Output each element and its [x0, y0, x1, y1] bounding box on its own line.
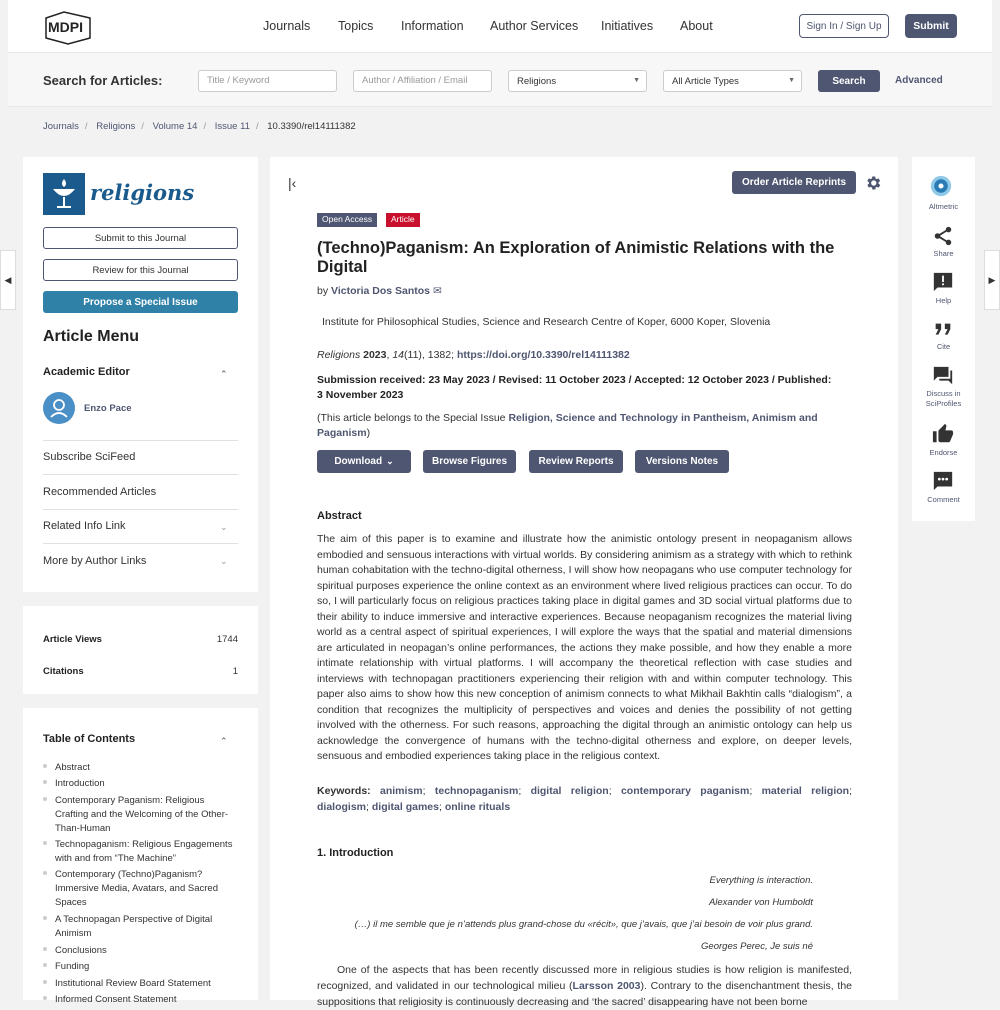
keyword-link[interactable]: technopaganism — [434, 785, 519, 797]
search-button[interactable]: Search — [818, 70, 880, 92]
article-menu-title: Article Menu — [43, 328, 140, 345]
divider — [43, 474, 238, 475]
keyword-link[interactable]: dialogism — [317, 801, 367, 813]
chevron-down-icon[interactable]: ⌄ — [220, 522, 228, 532]
epigraph-quote: (…) il me semble que je n’attends plus grand-chose du «récit», que j’avais, que j’ai besoin de voir plus grand. — [354, 919, 813, 930]
avatar — [43, 392, 75, 424]
bullet — [43, 764, 47, 768]
toc-item-technopagan-perspective[interactable]: A Technopagan Perspective of Digital Animism — [55, 914, 213, 939]
review-reports-button[interactable]: Review Reports — [529, 450, 623, 473]
journal-select[interactable] — [508, 70, 647, 92]
toc-title[interactable]: Table of Contents — [43, 733, 136, 745]
related-info-link[interactable]: Related Info Link — [43, 520, 126, 532]
help-label[interactable]: Help — [935, 296, 952, 305]
chevron-down-icon[interactable]: ⌄ — [220, 556, 228, 566]
cite-icon[interactable] — [932, 320, 954, 342]
toc-item-abstract[interactable]: Abstract — [55, 762, 90, 773]
discuss-icon[interactable] — [932, 365, 954, 387]
introduction-paragraph — [317, 962, 852, 1010]
article-title: (Techno)Paganism: An Exploration of Animistic Relations with the Digital — [317, 239, 835, 276]
toc-item-contemporary-paganism[interactable]: Contemporary Paganism: Religious Crafting and the Welcoming of the Other-Than-Human — [55, 795, 229, 834]
right-edge-tab[interactable] — [984, 250, 1000, 310]
journal-select-value: Religions — [517, 76, 557, 87]
download-label: Download — [334, 456, 383, 467]
nav-initiatives[interactable]: Initiatives — [601, 19, 654, 33]
bullet — [43, 916, 47, 920]
volume: 14 — [392, 349, 405, 361]
special-issue-link[interactable]: Religion, Science and Technology in Pantheism, Animism and Paganism — [317, 412, 818, 439]
bullet — [43, 947, 47, 951]
by-label: by — [317, 285, 329, 297]
share-label[interactable]: Share — [933, 249, 954, 258]
help-icon[interactable] — [932, 271, 954, 293]
logo-text: MDPI — [48, 19, 83, 35]
versions-notes-button[interactable]: Versions Notes — [635, 450, 729, 473]
altmetric-icon[interactable] — [930, 175, 952, 197]
article-dates: Submission received: 23 May 2023 / Revised: 11 October 2023 / Accepted: 12 October 2023 / Published: 3 November 2023 — [317, 374, 832, 401]
open-access-badge: Open Access — [317, 213, 377, 227]
subscribe-scifeed-link[interactable]: Subscribe SciFeed — [43, 451, 136, 463]
download-button[interactable] — [317, 450, 411, 473]
academic-editor-label[interactable]: Academic Editor — [43, 366, 130, 378]
keyword-link[interactable]: contemporary paganism — [620, 785, 750, 797]
journal-logo[interactable] — [43, 173, 85, 215]
comment-label[interactable]: Comment — [927, 495, 960, 504]
arrow-left-icon: ◀ — [4, 274, 12, 285]
toc-item-informed-consent[interactable]: Informed Consent Statement — [55, 994, 177, 1005]
gear-icon[interactable] — [864, 174, 882, 192]
byline — [317, 285, 442, 297]
advanced-search-link[interactable]: Advanced — [895, 75, 943, 86]
keyword-link[interactable]: material religion — [761, 785, 850, 797]
keywords: Keywords: animism; technopaganism; digital religion; contemporary paganism; material religion; dialogism; digital games; online rituals — [317, 785, 853, 813]
abstract-heading: Abstract — [317, 510, 362, 522]
article-views-value: 1744 — [216, 634, 238, 645]
editor-name-link[interactable]: Enzo Pace — [84, 403, 132, 414]
paragraph-text: One of the aspects that has been recently discussed more in religious studies is how religion is manifested, recognized, and validated in our technological milieu ( — [317, 964, 852, 992]
search-title: Search for Articles: — [43, 73, 163, 88]
toc-item-irb-statement[interactable]: Institutional Review Board Statement — [55, 978, 211, 989]
bullet — [43, 797, 47, 801]
affiliation: Institute for Philosophical Studies, Science and Research Centre of Koper, 6000 Koper, Slovenia — [322, 316, 771, 328]
journal-name-italic: Religions — [317, 349, 361, 361]
recommended-articles-link[interactable]: Recommended Articles — [43, 486, 157, 498]
citation-link[interactable]: Larsson 2003 — [572, 980, 641, 992]
submit-to-journal-button[interactable]: Submit to this Journal — [43, 227, 238, 249]
article-type-badge: Article — [386, 213, 420, 227]
introduction-heading: 1. Introduction — [317, 847, 394, 859]
article-views-label: Article Views — [43, 634, 102, 645]
envelope-icon[interactable]: ✉ — [432, 285, 442, 297]
divider — [43, 440, 238, 441]
altmetric-label[interactable]: Altmetric — [928, 202, 959, 211]
toc-item-funding[interactable]: Funding — [55, 961, 90, 972]
breadcrumb-doi: 10.3390/rel14111382 — [267, 121, 356, 132]
citation-line: Religions 2023, 14(11), 1382; https://doi.org/10.3390/rel14111382 — [317, 349, 630, 361]
chevron-down-icon: ⌄ — [386, 456, 394, 466]
more-by-author-link[interactable]: More by Author Links — [43, 555, 147, 567]
sign-in-button[interactable]: Sign In / Sign Up — [799, 14, 889, 38]
epigraph-quote: Everything is interaction. — [709, 875, 813, 886]
bullet — [43, 841, 47, 845]
breadcrumb-volume[interactable]: Volume 14 — [152, 121, 198, 132]
left-edge-tab[interactable] — [0, 250, 16, 310]
collapse-sidebar-icon[interactable]: |‹ — [288, 175, 297, 191]
caret-down-icon: ▼ — [633, 77, 640, 84]
propose-special-issue-button[interactable]: Propose a Special Issue — [43, 291, 238, 313]
order-reprints-button[interactable]: Order Article Reprints — [732, 171, 856, 194]
keyword-input[interactable]: Title / Keyword — [198, 70, 337, 92]
caret-down-icon: ▼ — [788, 77, 795, 84]
issue-pages: (11), 1382; — [404, 349, 455, 361]
cite-label[interactable]: Cite — [936, 342, 951, 351]
bullet — [43, 980, 47, 984]
nav-author-services[interactable]: Author Services — [490, 19, 579, 33]
epigraph-author: Georges Perec, Je suis né — [701, 941, 813, 952]
keywords-label: Keywords: — [317, 785, 371, 797]
submit-button[interactable]: Submit — [905, 14, 957, 38]
citations-label[interactable]: Citations — [43, 666, 84, 677]
chevron-up-icon[interactable]: ⌃ — [220, 369, 228, 379]
toc-item-contemporary-technopaganism[interactable]: Contemporary (Techno)Paganism? Immersive Media, Avatars, and Sacred Spaces — [55, 869, 218, 908]
toc-item-technopaganism[interactable]: Technopaganism: Religious Engagements with and from “The Machine” — [55, 839, 233, 864]
article-type-select[interactable] — [663, 70, 802, 92]
nav-information[interactable]: Information — [401, 19, 464, 33]
abstract-text: The aim of this paper is to examine and illustrate how the animistic ontology present in neopaganism allows embodied and sensuous interactions with virtual worlds. By considering animism as a strategy with which to rethink human cohabitation with the techno-digital otherness, I will show how neopagans who use computer technology for spiritual purposes experience the online context as an environment where lived religious practices can occur. To do so, I will particularly focus on religious practices taking place in digital games and 3D social virtual platforms due to their ability to induce immersive and interactive experiences. Because neopaganism recognizes the material living world as a central aspect of spiritual experiences, I will explore the ways that the spatial and material dimensions are articulated in neopagan’s online performances, the actions they make possible, and how they enable a more intimate relationship with virtual platforms. I will accompany the theoretical reflection with case studies and interviews with technopagan practitioners experiencing their religion with and within computer technology. This paper also aims to show how this new conception of animism connects to what Mikhail Bakhtin calls “dialogism”, a condition that recognizes the multiplicity of perspectives and voices and denies the possibility of not getting involved with the otherness. For such reasons, approaching the digital through an animistic ontology can help us acknowledge the convergence of humans with the techno-digital otherness and explore, on deeper levels, sensuous and embodied experiences taking place in the religious context. — [317, 533, 852, 762]
discuss-label[interactable]: Discuss in SciProfiles — [925, 389, 962, 408]
bullet — [43, 996, 47, 1000]
share-icon[interactable] — [932, 225, 954, 247]
doi-link[interactable]: https://doi.org/10.3390/rel14111382 — [456, 349, 630, 361]
author-input[interactable]: Author / Affiliation / Email — [353, 70, 492, 92]
bullet — [43, 871, 47, 875]
browse-figures-button[interactable]: Browse Figures — [423, 450, 516, 473]
year: 2023 — [363, 349, 387, 361]
article-type-value: All Article Types — [672, 76, 739, 87]
special-prefix: (This article belongs to the Special Issue — [317, 412, 506, 424]
nav-topics[interactable]: Topics — [338, 19, 374, 33]
nav-journals[interactable]: Journals — [263, 19, 311, 33]
keyword-link[interactable]: animism — [380, 785, 423, 797]
thumbs-up-icon[interactable] — [932, 423, 954, 445]
author-link[interactable]: Victoria Dos Santos — [331, 285, 431, 297]
keyword-link[interactable]: digital religion — [530, 785, 609, 797]
search-bar — [8, 52, 992, 107]
arrow-right-icon: ▶ — [988, 274, 996, 285]
paragraph-text: ). Contrary to the disenchantment thesis, the suppositions that religiosity is continuously decreasing and ‘the sacred’ disappearing have not been borne — [317, 980, 853, 1008]
comment-icon[interactable] — [932, 470, 954, 492]
special-issue-note — [317, 411, 852, 441]
bullet — [43, 963, 47, 967]
toc-item-introduction[interactable]: Introduction — [55, 778, 105, 789]
citations-value[interactable]: 1 — [232, 666, 238, 677]
divider — [43, 509, 238, 510]
breadcrumb-issue[interactable]: Issue 11 — [214, 121, 250, 132]
stats-panel — [23, 606, 258, 694]
user-icon — [43, 392, 75, 424]
toc-item-conclusions[interactable]: Conclusions — [55, 945, 107, 956]
divider — [43, 543, 238, 544]
chalice-icon — [43, 173, 85, 215]
chevron-up-icon[interactable]: ⌃ — [220, 736, 228, 746]
bullet — [43, 780, 47, 784]
nav-about[interactable]: About — [680, 19, 713, 33]
epigraph-author: Alexander von Humboldt — [708, 897, 813, 908]
keyword-link[interactable]: digital games — [371, 801, 439, 813]
breadcrumb: Journals / Religions / Volume 14 / Issue 11 / 10.3390/rel14111382 — [43, 121, 356, 132]
keyword-link[interactable]: online rituals — [444, 801, 511, 813]
breadcrumb-journals[interactable]: Journals — [43, 121, 79, 132]
breadcrumb-religions[interactable]: Religions — [96, 121, 136, 132]
mdpi-logo[interactable] — [42, 10, 94, 44]
endorse-label[interactable]: Endorse — [929, 448, 958, 457]
review-for-journal-button[interactable]: Review for this Journal — [43, 259, 238, 281]
special-suffix: ) — [366, 427, 371, 439]
journal-name[interactable]: religions — [90, 180, 195, 205]
